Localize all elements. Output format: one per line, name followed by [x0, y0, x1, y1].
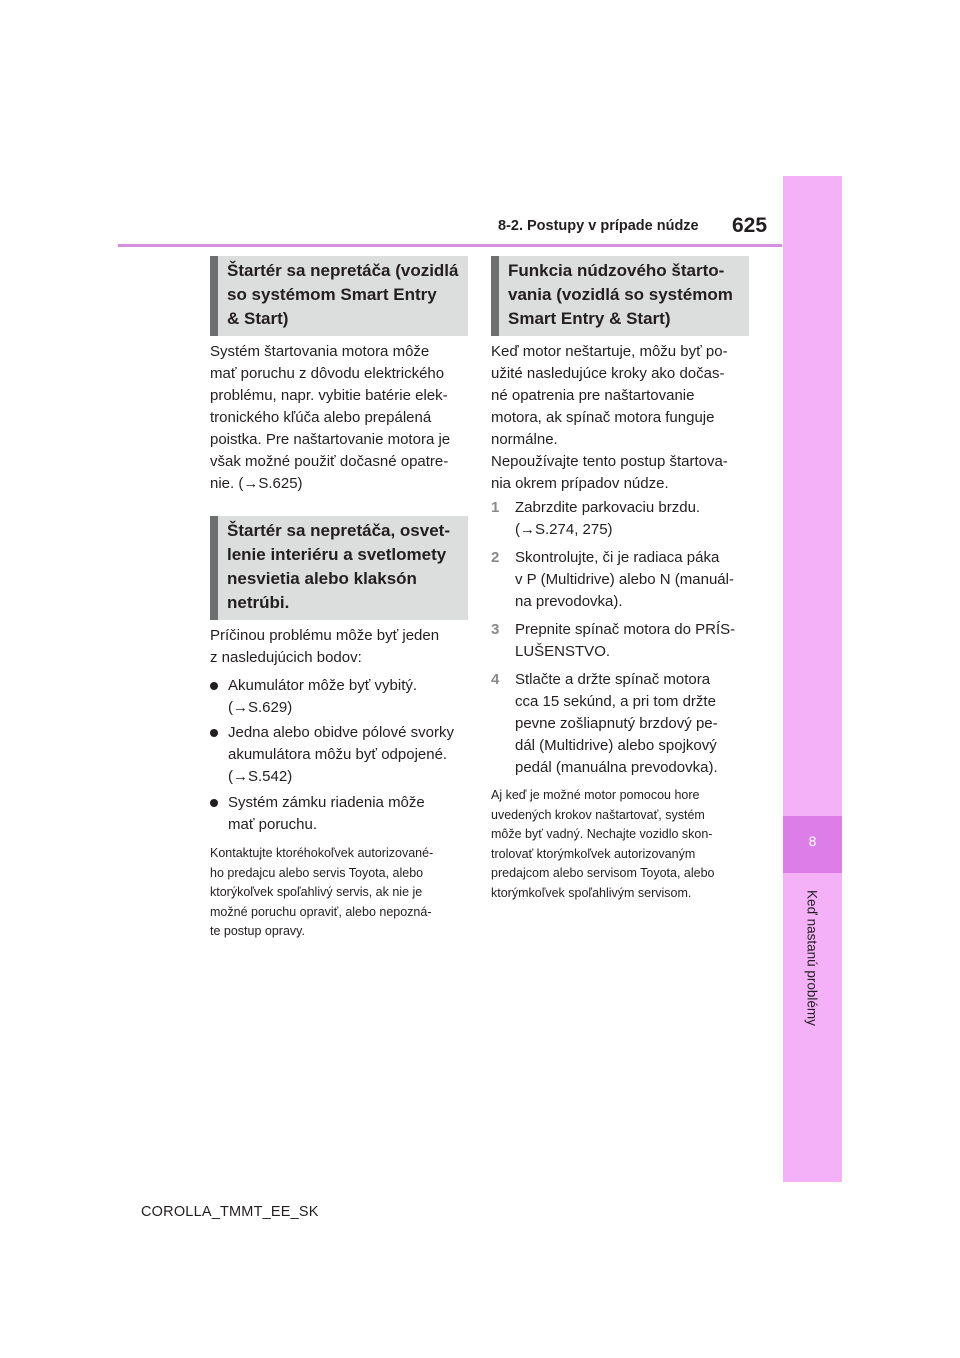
section-title: 8-2. Postupy v prípade núdze [498, 218, 699, 234]
chapter-label: Keď nastanú problémy [804, 890, 820, 1026]
page-ref-link[interactable]: (→S.629) [228, 699, 293, 716]
paragraph-possible-causes: Príčinou problému môže byť jeden z nasledujúcich bodov: [210, 627, 440, 666]
list-item: Jedna alebo obidve pólové svorky akumulátora môžu byť odpojené. (→S.542) [210, 722, 472, 788]
bullet-icon [210, 729, 218, 737]
list-item: Systém zámku riadenia môže mať poruchu. [210, 792, 472, 836]
page-number: 625 [732, 214, 768, 237]
note-contact-dealer: Kontaktujte ktoréhokoľvek autorizované- ho predajcu alebo servis Toyota, alebo ktorýkoľvek spoľahlivý servis, ak nie je možné poruchu opraviť, alebo nepozná- te postup opravy. [210, 846, 434, 938]
step-number: 2 [491, 549, 500, 566]
paragraph-emergency-intro: Keď motor neštartuje, môžu byť po- užité nasledujúce kroky ako dočas- né opatrenia pre naštartovanie motora, ak spínač motora funguje normálne. Nepoužívajte tento postup štartova- nia okrem prípadov núdze. [491, 343, 728, 492]
step-number: 1 [491, 499, 500, 516]
heading-starter-smart-entry: Štartér sa nepretáča (vozidlá so systémom Smart Entry & Start) [210, 256, 468, 336]
step-item: 3 Prepnite spínač motora do PRÍS- LUŠENSTVO. [491, 621, 736, 660]
page-ref-link[interactable]: (→S.274, 275) [515, 521, 613, 538]
heading-starter-lights: Štartér sa nepretáča, osvet- lenie interiéru a svetlomety nesvietia alebo klaksón netrúbi. [210, 516, 468, 620]
step-item: 4 Stlačte a držte spínač motora cca 15 sekúnd, a pri tom držte pevne zošliapnutý brzdový pe- dál (Multidrive) alebo spojkový pedál (manuálna prevodovka). [491, 671, 718, 776]
header-divider [118, 244, 782, 247]
document-code: COROLLA_TMMT_EE_SK [141, 1204, 319, 1220]
heading-emergency-start: Funkcia núdzového štarto- vania (vozidlá so systémom Smart Entry & Start) [491, 256, 749, 336]
list-item: Akumulátor môže byť vybitý. (→S.629) [210, 675, 472, 719]
step-number: 3 [491, 621, 500, 638]
note-system-faulty: Aj keď je možné motor pomocou hore uvedených krokov naštartovať, systém môže byť vadný. Nechajte vozidlo skon- trolovať ktorýmkoľvek autorizovaným predajcom alebo servisom Toyota, alebo ktorýmkoľvek spoľahlivým servisom. [491, 788, 715, 900]
bullet-icon [210, 682, 218, 690]
step-item: 1 Zabrzdite parkovaciu brzdu. (→S.274, 275) [491, 497, 753, 541]
chapter-number: 8 [808, 833, 817, 849]
chapter-tab-strip [783, 176, 842, 1182]
step-item: 2 Skontrolujte, či je radiaca páka v P (Multidrive) alebo N (manuál- na prevodovka). [491, 549, 734, 610]
bullet-icon [210, 799, 218, 807]
paragraph-starter-cause: Systém štartovania motora môže mať poruchu z dôvodu elektrického problému, napr. vybitie batérie elek- tronického kľúča alebo prepálená poistka. Pre naštartovanie motora je však možné použiť dočasné opatre- nie. (→S.625) [210, 341, 472, 495]
step-number: 4 [491, 671, 500, 688]
page-ref-link[interactable]: nie. (→S.625) [210, 475, 303, 492]
page-ref-link[interactable]: (→S.542) [228, 768, 293, 785]
